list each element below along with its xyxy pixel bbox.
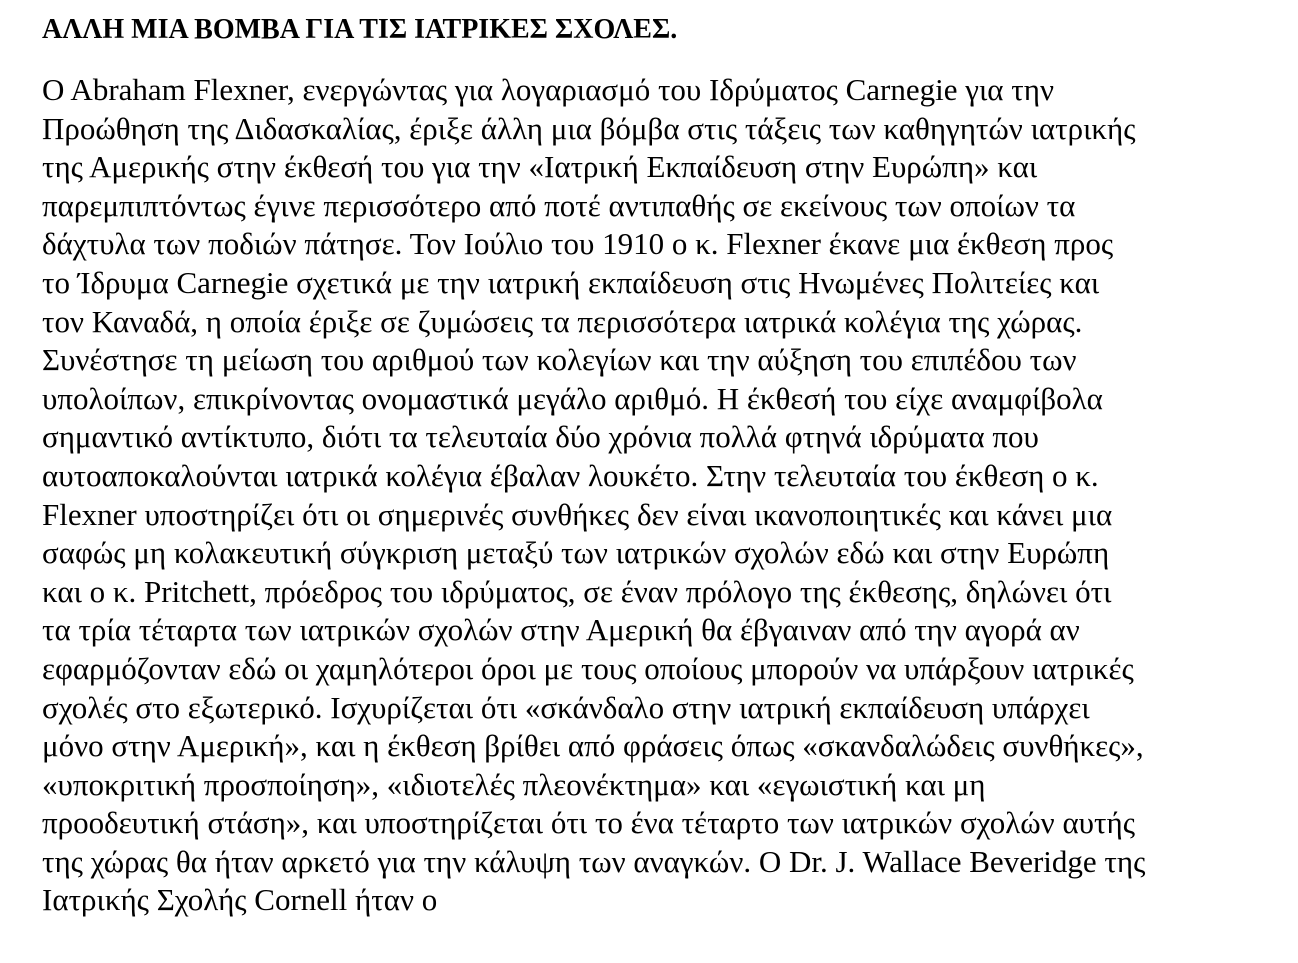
text-line: μόνο στην Αμερική», και η έκθεση βρίθει από φράσεις όπως «σκανδαλώδεις συνθήκες», bbox=[42, 728, 1144, 764]
text-line: δάχτυλα των ποδιών πάτησε. Τον Ιούλιο του 1910 ο κ. Flexner έκανε μια έκθεση προς bbox=[42, 226, 1114, 262]
text-line: Flexner υποστηρίζει ότι οι σημερινές συνθήκες δεν είναι ικανοποιητικές και κάνει μια bbox=[42, 496, 1113, 532]
text-line: σαφώς μη κολακευτική σύγκριση μεταξύ των ιατρικών σχολών εδώ και στην Ευρώπη bbox=[42, 535, 1110, 571]
text-line: σχολές στο εξωτερικό. Ισχυρίζεται ότι «σκάνδαλο στην ιατρική εκπαίδευση υπάρχει bbox=[42, 689, 1090, 725]
article-title: ΑΛΛΗ ΜΙΑ ΒΟΜΒΑ ΓΙΑ ΤΙΣ ΙΑΤΡΙΚΕΣ ΣΧΟΛΕΣ. bbox=[42, 14, 678, 45]
text-line: τον Καναδά, η οποία έριξε σε ζυμώσεις τα περισσότερα ιατρικά κολέγια της χώρας. bbox=[42, 303, 1083, 339]
text-line: «υποκριτική προσποίηση», «ιδιοτελές πλεονέκτημα» και «εγωιστική και μη bbox=[42, 766, 986, 802]
article-body bbox=[42, 71, 1258, 920]
text-line: υπολοίπων, επικρίνοντας ονομαστικά μεγάλο αριθμό. Η έκθεσή του είχε αναμφίβολα bbox=[42, 380, 1103, 416]
text-line: O Abraham Flexner, ενεργώντας για λογαριασμό του Ιδρύματος Carnegie για την bbox=[42, 72, 1054, 107]
text-line: το Ίδρυμα Carnegie σχετικά με την ιατρική εκπαίδευση στις Ηνωμένες Πολιτείες και bbox=[42, 264, 1100, 300]
text-line: και ο κ. Pritchett, πρόεδρος του ιδρύματος, σε έναν πρόλογο της έκθεσης, δηλώνει ότι bbox=[42, 573, 1112, 609]
text-line: τα τρία τέταρτα των ιατρικών σχολών στην Αμερική θα έβγαιναν από την αγορά αν bbox=[42, 612, 1080, 648]
text-line: προοδευτική στάση», και υποστηρίζεται ότι το ένα τέταρτο των ιατρικών σχολών αυτής bbox=[42, 805, 1135, 841]
text-line: αυτοαποκαλούνται ιατρικά κολέγια έβαλαν λουκέτο. Στην τελευταία του έκθεση ο κ. bbox=[42, 457, 1099, 493]
text-line: Προώθηση της Διδασκαλίας, έριξε άλλη μια βόμβα στις τάξεις των καθηγητών ιατρικής bbox=[42, 110, 1136, 146]
text-line: Ιατρικής Σχολής Cornell ήταν ο bbox=[42, 882, 438, 918]
text-line: της χώρας θα ήταν αρκετό για την κάλυψη των αναγκών. O Dr. J. Wallace Beveridge της bbox=[42, 843, 1146, 879]
text-line: της Αμερικής στην έκθεσή του για την «Ιατρική Εκπαίδευση στην Ευρώπη» και bbox=[42, 149, 1038, 185]
text-line: παρεμπιπτόντως έγινε περισσότερο από ποτέ αντιπαθής σε εκείνους των οποίων τα bbox=[42, 187, 1076, 223]
text-line: σημαντικό αντίκτυπο, διότι τα τελευταία δύο χρόνια πολλά φτηνά ιδρύματα που bbox=[42, 419, 1039, 455]
text-line: εφαρμόζονταν εδώ οι χαμηλότεροι όροι με τους οποίους μπορούν να υπάρξουν ιατρικές bbox=[42, 650, 1134, 686]
text-line: Συνέστησε τη μείωση του αριθμού των κολεγίων και την αύξηση του επιπέδου των bbox=[42, 342, 1077, 378]
